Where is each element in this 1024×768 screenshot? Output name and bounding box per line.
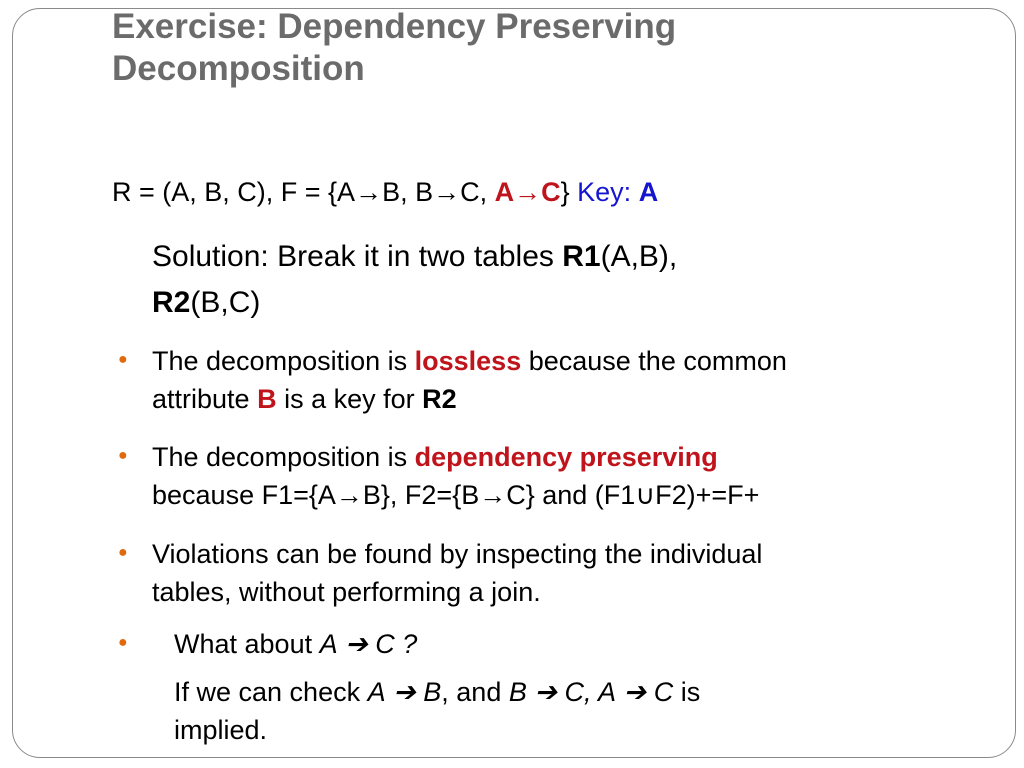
bullet-text: What about — [174, 629, 320, 659]
bullet-text: is a key for — [276, 384, 423, 414]
solution-line-1 — [152, 238, 677, 276]
arrow-symbol: ➔ — [534, 677, 557, 707]
bullet-line: Violations can be found by inspecting the individual — [152, 539, 763, 569]
bullet-dependency — [152, 438, 982, 514]
rel-r2: R2 — [422, 384, 457, 414]
slide-title — [112, 6, 912, 90]
bullet-line: tables, without performing a join. — [152, 577, 541, 607]
var-c: C ? — [375, 629, 418, 659]
arrow-symbol: → — [433, 177, 461, 207]
bullet-text: B}, F2={B — [362, 480, 480, 510]
bullet-what-about — [174, 625, 934, 663]
bullet-text: because F1={A — [152, 480, 336, 510]
r1-label: R1 — [562, 240, 601, 273]
r2-attrs: (B,C) — [190, 286, 261, 319]
bullet-text: C} and (F1 — [506, 480, 636, 510]
bullet-lossless — [152, 342, 982, 418]
sub-line: implied. — [174, 715, 268, 745]
title-line-1: Exercise: Dependency Preserving — [112, 7, 677, 46]
var-b: B — [423, 677, 442, 707]
bullet-violations — [152, 535, 982, 611]
union-symbol: ∪ — [635, 480, 656, 510]
var-b: B — [508, 677, 527, 707]
highlight-arrow: → — [514, 177, 542, 207]
bullet-text: attribute — [152, 384, 258, 414]
fd-text: C, — [460, 177, 495, 207]
arrow-symbol: → — [335, 480, 363, 510]
close-brace: } — [560, 177, 570, 207]
var-c-a: C, A — [564, 677, 617, 707]
bullet-line — [152, 342, 982, 380]
solution-text: Solution: Break it in two tables — [152, 240, 563, 273]
sub-text: If we can check — [174, 677, 368, 707]
bullet-dot: ● — [118, 447, 128, 464]
bullet-text: because the common — [521, 346, 787, 376]
bullet-text: The decomposition is — [152, 346, 415, 376]
bullet-dot: ● — [118, 634, 128, 651]
sub-text: is — [673, 677, 701, 707]
solution-line-2 — [152, 284, 260, 322]
var-a: A — [367, 677, 386, 707]
sub-paragraph — [174, 673, 934, 749]
sub-text: , and — [441, 677, 509, 707]
bullet-line — [152, 438, 982, 476]
key-label: Key: — [569, 177, 639, 207]
arrow-symbol: → — [479, 480, 507, 510]
bullet-dot: ● — [118, 544, 128, 561]
bullet-line — [152, 380, 982, 418]
arrow-symbol: ➔ — [393, 677, 416, 707]
highlight-c: C — [541, 177, 561, 207]
fd-text: B, B — [382, 177, 434, 207]
relation-text: R = (A, B, C), F = {A — [112, 177, 356, 207]
arrow-symbol: ➔ — [345, 629, 368, 659]
bullet-dot: ● — [118, 351, 128, 368]
attr-b: B — [257, 384, 277, 414]
title-line-2: Decomposition — [112, 49, 365, 88]
r1-attrs: (A,B), — [600, 240, 678, 273]
highlight-a: A — [494, 177, 515, 207]
sub-line — [174, 673, 934, 711]
bullet-text: F2)+=F+ — [655, 480, 760, 510]
var-a: A — [319, 629, 338, 659]
key-value: A — [638, 177, 659, 207]
r2-label: R2 — [152, 286, 191, 319]
var-c: C — [653, 677, 674, 707]
arrow-symbol: ➔ — [623, 677, 647, 707]
bullet-text: The decomposition is — [152, 442, 415, 472]
relation-definition — [112, 176, 658, 208]
keyword-lossless: lossless — [414, 346, 522, 376]
keyword-dependency-preserving: dependency preserving — [414, 442, 718, 472]
arrow-symbol: → — [355, 177, 383, 207]
bullet-line — [152, 476, 982, 514]
